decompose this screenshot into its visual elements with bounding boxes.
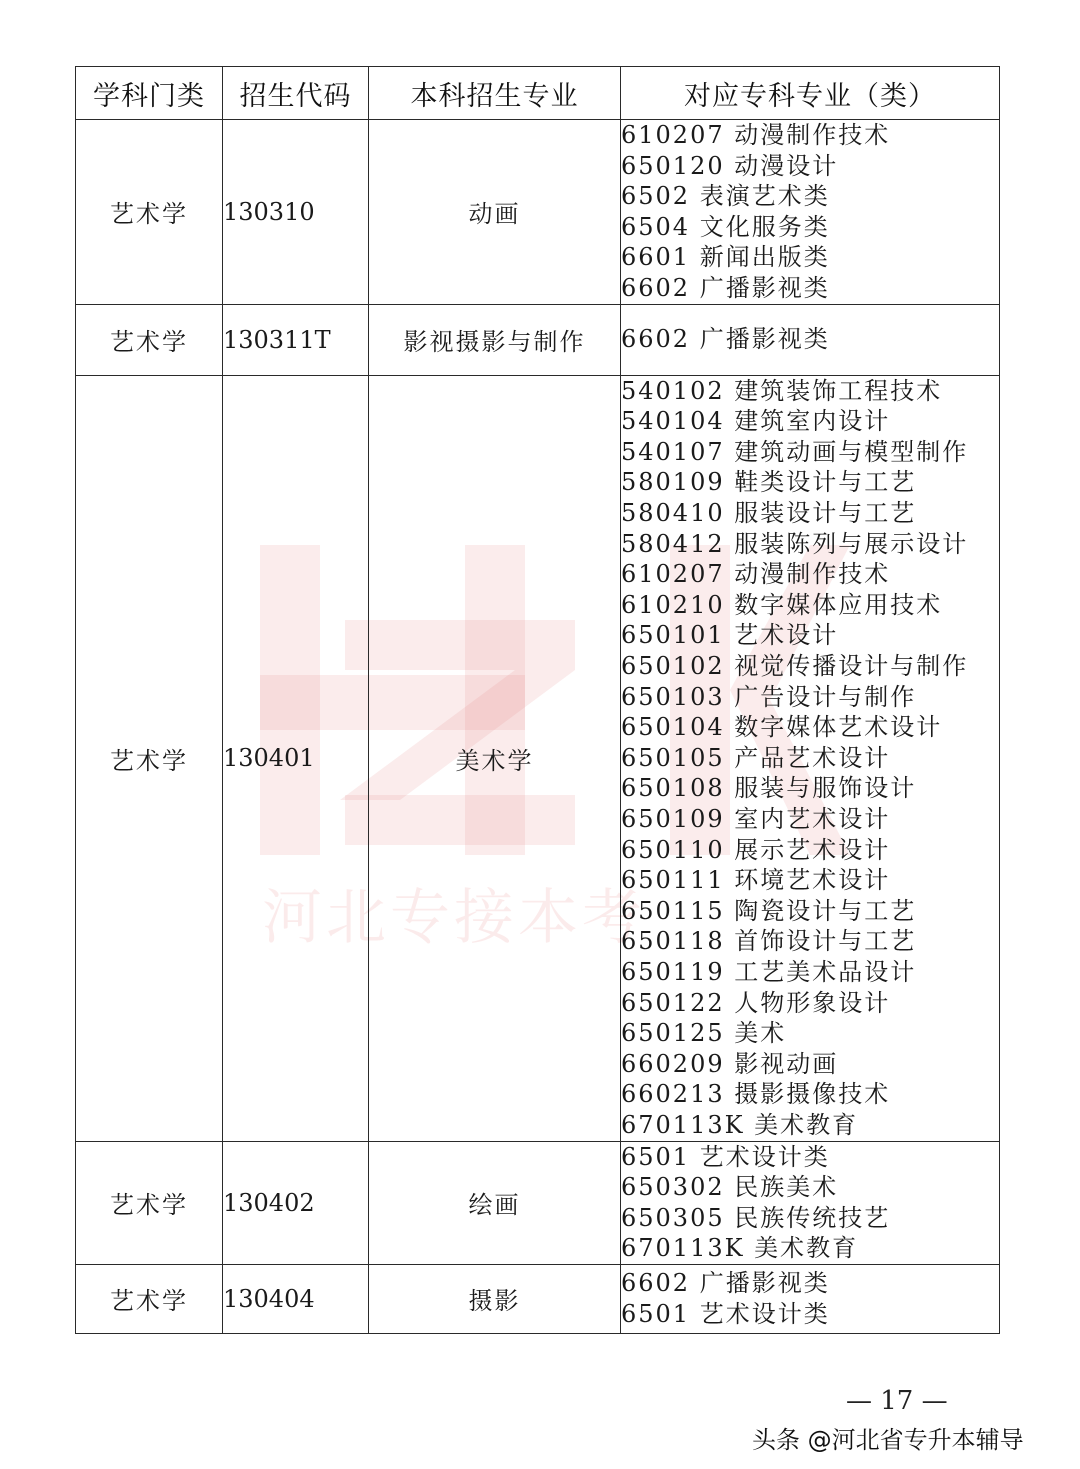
list-item: 650118 首饰设计与工艺 (621, 927, 917, 956)
list-item: 580109 鞋类设计与工艺 (621, 468, 917, 497)
list-item: 6601 新闻出版类 (621, 243, 830, 272)
header-code: 招生代码 (223, 67, 369, 120)
list-item: 650120 动漫设计 (621, 151, 839, 180)
header-category: 学科门类 (76, 67, 223, 120)
category-cell: 艺术学 (76, 375, 223, 1141)
list-item: 670113K 美术教育 (621, 1110, 859, 1139)
major-cell: 动画 (369, 120, 621, 305)
major-cell: 美术学 (369, 375, 621, 1141)
list-item: 670113K 美术教育 (621, 1234, 859, 1263)
majors-table (75, 66, 1000, 1334)
list-item: 650111 环境艺术设计 (621, 866, 891, 895)
list-item: 6602 广播影视类 (621, 325, 830, 354)
list-item: 6501 艺术设计类 (621, 1142, 830, 1171)
table-row (76, 120, 1000, 305)
list-item: 650115 陶瓷设计与工艺 (621, 896, 917, 925)
list-item: 650125 美术 (621, 1019, 787, 1048)
corresponding-list (621, 375, 1000, 1141)
table-row (76, 375, 1000, 1141)
list-item: 650302 民族美术 (621, 1173, 839, 1202)
list-item: 650101 艺术设计 (621, 621, 839, 650)
list-item: 540104 建筑室内设计 (621, 407, 891, 436)
category-cell: 艺术学 (76, 1141, 223, 1264)
major-cell: 影视摄影与制作 (369, 304, 621, 375)
corresponding-list (621, 120, 1000, 305)
table-row (76, 1264, 1000, 1333)
list-item: 6502 表演艺术类 (621, 182, 830, 211)
list-item: 650104 数字媒体艺术设计 (621, 713, 943, 742)
list-item: 540102 建筑装饰工程技术 (621, 376, 943, 405)
list-item: 650102 视觉传播设计与制作 (621, 651, 969, 680)
list-item: 610207 动漫制作技术 (621, 560, 891, 589)
major-cell: 绘画 (369, 1141, 621, 1264)
category-cell: 艺术学 (76, 304, 223, 375)
list-item: 6602 广播影视类 (621, 273, 830, 302)
list-item: 580412 服装陈列与展示设计 (621, 529, 969, 558)
list-item: 650109 室内艺术设计 (621, 804, 891, 833)
header-major: 本科招生专业 (369, 67, 621, 120)
list-item: 660209 影视动画 (621, 1049, 839, 1078)
list-item: 660213 摄影摄像技术 (621, 1080, 891, 1109)
list-item: 650110 展示艺术设计 (621, 835, 891, 864)
code-cell: 130311T (223, 304, 369, 375)
list-item: 580410 服装设计与工艺 (621, 499, 917, 528)
list-item: 650108 服装与服饰设计 (621, 774, 917, 803)
list-item: 6504 文化服务类 (621, 212, 830, 241)
watermark-text: 河北专接本考 (262, 883, 646, 953)
list-item: 540107 建筑动画与模型制作 (621, 437, 969, 466)
code-cell: 130401 (223, 375, 369, 1141)
list-item: 650119 工艺美术品设计 (621, 957, 917, 986)
table-row (76, 304, 1000, 375)
category-cell: 艺术学 (76, 120, 223, 305)
header-corresponding: 对应专科专业（类） (621, 67, 1000, 120)
list-item: 6602 广播影视类 (621, 1269, 830, 1298)
code-cell: 130404 (223, 1264, 369, 1333)
corresponding-list (621, 304, 1000, 375)
corresponding-list (621, 1264, 1000, 1333)
major-cell: 摄影 (369, 1264, 621, 1333)
list-item: 610210 数字媒体应用技术 (621, 590, 943, 619)
table-header-row (76, 67, 1000, 120)
table-row (76, 1141, 1000, 1264)
corresponding-list (621, 1141, 1000, 1264)
list-item: 610207 动漫制作技术 (621, 121, 891, 149)
page-number: — 17 — (846, 1386, 948, 1416)
list-item: 650105 产品艺术设计 (621, 743, 891, 772)
code-cell: 130402 (223, 1141, 369, 1264)
list-item: 650103 广告设计与制作 (621, 682, 917, 711)
list-item: 650305 民族传统技艺 (621, 1203, 891, 1232)
code-cell: 130310 (223, 120, 369, 305)
category-cell: 艺术学 (76, 1264, 223, 1333)
list-item: 650122 人物形象设计 (621, 988, 891, 1017)
list-item: 6501 艺术设计类 (621, 1299, 830, 1328)
footer-credit[interactable]: 头条 @河北省专升本辅导 (752, 1426, 1024, 1454)
